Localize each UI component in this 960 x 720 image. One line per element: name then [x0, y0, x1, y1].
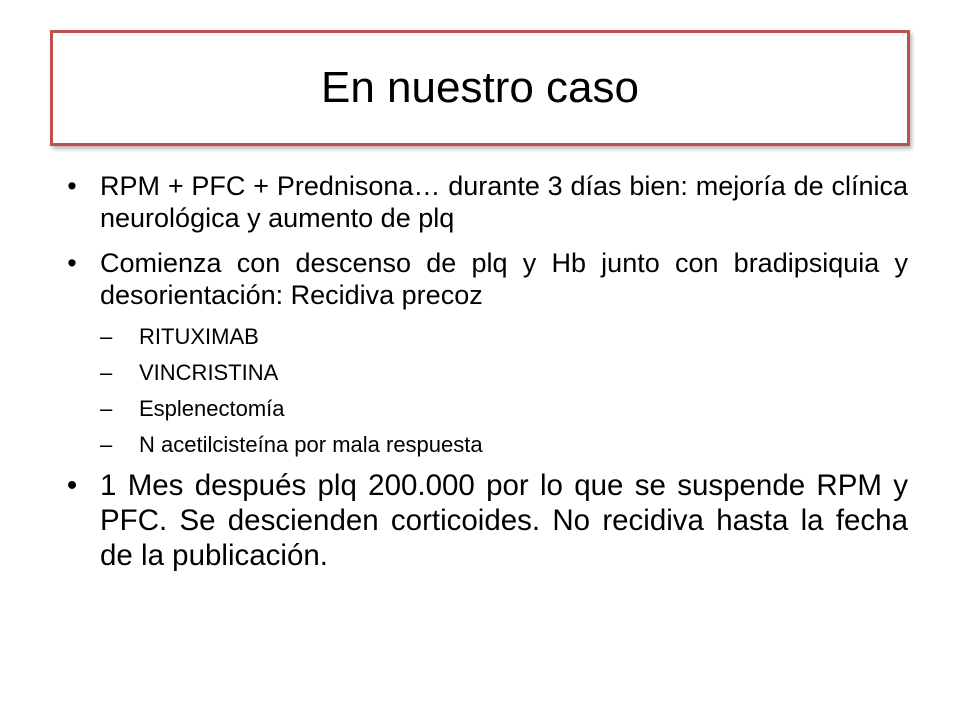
sub-bullet-text: N acetilcisteína por mala respuesta: [139, 432, 483, 457]
bullet-text: RPM + PFC + Prednisona… durante 3 días bien: mejoría de clínica neurológica y aumento de plq: [100, 171, 908, 233]
sub-bullet-item: [60, 432, 908, 458]
sub-bullet-item: [60, 324, 908, 350]
slide-body: [60, 170, 908, 586]
sub-bullet-text: RITUXIMAB: [139, 324, 259, 349]
dash-icon: –: [100, 360, 113, 385]
sub-bullet-text: VINCRISTINA: [139, 360, 279, 385]
bullet-icon: •: [66, 469, 78, 502]
sub-bullet-item: [60, 396, 908, 422]
dash-icon: –: [100, 324, 113, 349]
treatment-sublist: [60, 324, 908, 458]
dash-icon: –: [100, 432, 113, 457]
bullet-item: [60, 468, 908, 573]
slide-title-box: [50, 30, 910, 146]
slide-title: En nuestro caso: [321, 63, 639, 112]
bullet-icon: •: [67, 248, 77, 278]
bullet-icon: •: [67, 171, 77, 201]
dash-icon: –: [100, 396, 113, 421]
bullet-item: [60, 170, 908, 234]
bullet-item: [60, 247, 908, 311]
bullet-text: Comienza con descenso de plq y Hb junto con bradipsiquia y desorientación: Recidiva precoz: [100, 248, 908, 310]
bullet-text: 1 Mes después plq 200.000 por lo que se suspende RPM y PFC. Se descienden corticoides. No recidiva hasta la fecha de la publicación.: [100, 469, 908, 572]
sub-bullet-text: Esplenectomía: [139, 396, 285, 421]
sub-bullet-item: [60, 360, 908, 386]
